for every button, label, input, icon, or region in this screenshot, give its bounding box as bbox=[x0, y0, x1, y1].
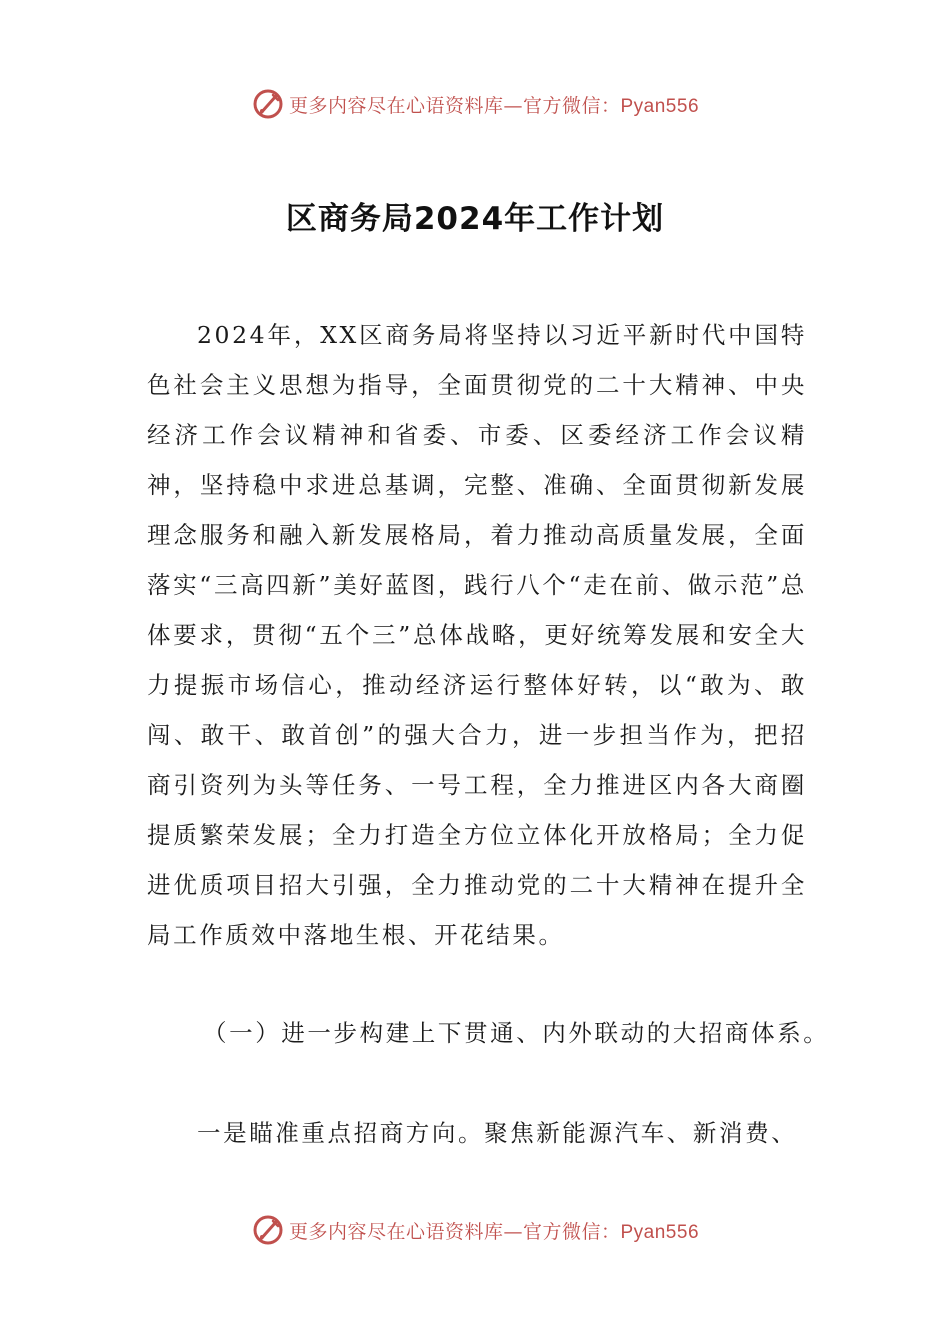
footer-banner-text bbox=[289, 1217, 699, 1244]
footer-banner-label: 更多内容尽在心语资料库—官方微信： bbox=[288, 1220, 621, 1243]
footer-wechat-id: Pyan556 bbox=[620, 1221, 700, 1243]
header-wechat-id: Pyan556 bbox=[620, 95, 700, 117]
intro-paragraph: 2024年，XX区商务局将坚持以习近平新时代中国特色社会主义思想为指导，全面贯彻党的二十大精神、中央经济工作会议精神和省委、市委、区委经济工作会议精神，坚持稳中求进总基调，完整、准确、全面贯彻新发展理念服务和融入新发展格局，着力推动高质量发展，全面落实“三高四新”美好蓝图，践行八个“走在前、做示范”总体要求，贯彻“五个三”总体战略，更好统筹发展和安全大力提振市场信心，推动经济运行整体好转，以“敢为、敢闯、敢干、敢首创”的强大合力，进一步担当作为，把招商引资列为头等任务、一号工程，全力推进区内各大商圈提质繁荣发展；全力打造全方位立体化开放格局；全力促进优质项目招大引强，全力推动党的二十大精神在提升全局工作质效中落地生根、开花结果。 bbox=[147, 321, 807, 949]
section-1-heading: （一）进一步构建上下贯通、内外联动的大招商体系。 bbox=[203, 1019, 830, 1047]
header-banner-text bbox=[289, 91, 699, 118]
pen-circle-logo-icon bbox=[251, 87, 285, 121]
section-1-paragraph: 一是瞄准重点招商方向。聚焦新能源汽车、新消费、 bbox=[197, 1119, 798, 1147]
header-banner-label: 更多内容尽在心语资料库—官方微信： bbox=[288, 94, 621, 117]
header-banner bbox=[0, 84, 950, 124]
footer-banner bbox=[0, 1210, 950, 1250]
pen-circle-logo-icon bbox=[251, 1213, 285, 1247]
document-title: 区商务局2024年工作计划 bbox=[285, 200, 665, 237]
